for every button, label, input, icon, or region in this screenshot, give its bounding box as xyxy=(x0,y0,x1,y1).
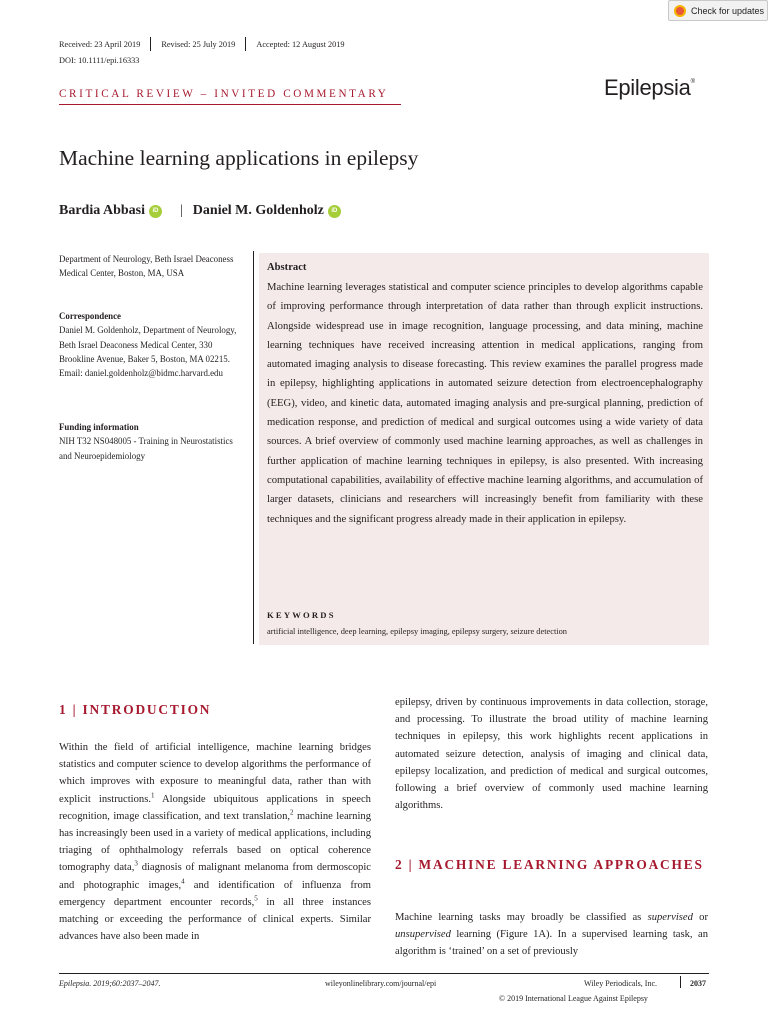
reference-link[interactable]: 2 xyxy=(290,808,294,817)
check-for-updates-icon xyxy=(674,5,686,17)
funding-heading: Funding information xyxy=(59,422,139,432)
correspondence-text: Daniel M. Goldenholz, Department of Neurology, Beth Israel Deaconess Medical Center, 330 Brookline Avenue, Baker 5, Boston, MA 02215. xyxy=(59,325,237,364)
history-dates xyxy=(59,37,345,51)
correspondence-block xyxy=(59,309,244,380)
article-type-rule xyxy=(59,104,401,105)
abstract-heading: Abstract xyxy=(267,262,307,273)
footer-citation: Epilepsia. 2019;60:2037–2047. xyxy=(59,979,161,988)
ml-approaches-paragraph: Machine learning tasks may broadly be classified as supervised or unsupervised learning (Figure 1A). In a supervised learning task, an algorithm is ‘trained’ on a set of previously xyxy=(395,912,708,958)
funding-text: NIH T32 NS048005 - Training in Neurostatistics and Neuroepidemiology xyxy=(59,436,233,461)
check-for-updates-label: Check for updates xyxy=(691,5,765,16)
reference-link[interactable]: 3 xyxy=(134,859,138,868)
article-type-label: CRITICAL REVIEW – INVITED COMMENTARY xyxy=(59,88,389,100)
orcid-icon[interactable]: iD xyxy=(328,205,341,218)
reference-link[interactable]: 5 xyxy=(254,894,258,903)
received-date: Received: 23 April 2019 xyxy=(59,39,141,49)
author-list xyxy=(59,203,341,219)
funding-block xyxy=(59,420,244,463)
footer-copyright: © 2019 International League Against Epilepsy xyxy=(499,994,648,1003)
date-divider xyxy=(245,37,246,51)
column-divider xyxy=(253,251,254,644)
orcid-icon[interactable]: iD xyxy=(149,205,162,218)
introduction-paragraph: Within the field of artificial intelligence, machine learning bridges statistics and computer science to develop algorithms the performance of which improves with exposure to meaningful data, rather than with explicit instructions.$^1$ Alongside ubiquitous applications in speech recognition, image classification, and text translation,$^2$ machine learning has increasingly been used in a variety of medical applications, including triaging of ophthalmology referrals based on optical coherence tomography data,$^3$ diagnosis of malignant melanoma from dermoscopic and photographic images,$^4$ and identification of influenza from emergency department encounter records,$^5$ in all three instances matching or exceeding the performance of clinical experts. Similar advances have also been made in xyxy=(59,742,372,943)
article-title: Machine learning applications in epilepsy xyxy=(59,146,419,170)
footer-divider xyxy=(680,976,681,988)
footer-url[interactable]: wileyonlinelibrary.com/journal/epi xyxy=(325,979,437,988)
date-divider xyxy=(150,37,151,51)
author-separator: | xyxy=(179,203,183,218)
author-name[interactable]: Daniel M. Goldenholz xyxy=(192,203,324,218)
footer-publisher: Wiley Periodicals, Inc. xyxy=(584,979,657,988)
journal-logo: Epilepsia® xyxy=(604,75,695,100)
correspondence-email[interactable]: Email: daniel.goldenholz@bidmc.harvard.edu xyxy=(59,368,223,379)
reference-link[interactable]: 1 xyxy=(150,791,155,800)
check-for-updates-button[interactable] xyxy=(668,0,768,21)
keywords-heading: KEYWORDS xyxy=(267,610,336,620)
reference-link[interactable]: 4 xyxy=(181,877,185,886)
revised-date: Revised: 25 July 2019 xyxy=(161,39,236,49)
introduction-paragraph-continued: epilepsy, driven by continuous improvements in data collection, storage, and processing. To illustrate the broad utility of machine learning techniques in epilepsy, this work highlights recent applications in automated seizure detection, analysis of imaging and clinical data, epilepsy localization, and prediction of medical and surgical outcomes, following a brief overview of commonly used machine learning algorithms. xyxy=(395,697,708,812)
footer-rule xyxy=(59,973,709,974)
affiliation: Department of Neurology, Beth Israel Deaconess Medical Center, Boston, MA, USA xyxy=(59,254,234,279)
accepted-date: Accepted: 12 August 2019 xyxy=(256,39,345,49)
correspondence-heading: Correspondence xyxy=(59,311,121,321)
author-name[interactable]: Bardia Abbasi xyxy=(59,203,145,218)
abstract-text: Machine learning leverages statistical and computer science principles to develop algorithms capable of improving performance through interpretation of data rather than through explicit instructions. Alongside widespread use in image recognition, language processing, and data mining, machine learning techniques have received increasing attention in medical applications, ranging from automated imaging analysis to disease forecasting. This review examines the parallel progress made in epilepsy, highlighting applications in automated seizure detection from electroencephalography (EEG), video, and kinetic data, automated imaging analysis and pre-surgical planning, prediction of medication response, and prediction of medical and surgical outcomes using a wide variety of data sources. A brief overview of commonly used machine learning approaches, as well as challenges in further application of machine learning techniques in epilepsy, is also presented. With increasing computational capabilities, availability of effective machine learning algorithms, and accumulation of larger datasets, clinicians and researchers will increasingly benefit from familiarity with these techniques and the significant progress already made in their application in epilepsy. xyxy=(267,282,703,525)
doi[interactable]: DOI: 10.1111/epi.16333 xyxy=(59,56,140,65)
page-number: 2037 xyxy=(690,979,706,988)
keywords-list: artificial intelligence, deep learning, epilepsy imaging, epilepsy surgery, seizure detection xyxy=(267,627,567,636)
section-heading-introduction: 1 | INTRODUCTION xyxy=(59,702,212,717)
section-heading-ml-approaches: 2 | MACHINE LEARNING APPROACHES xyxy=(395,857,704,872)
